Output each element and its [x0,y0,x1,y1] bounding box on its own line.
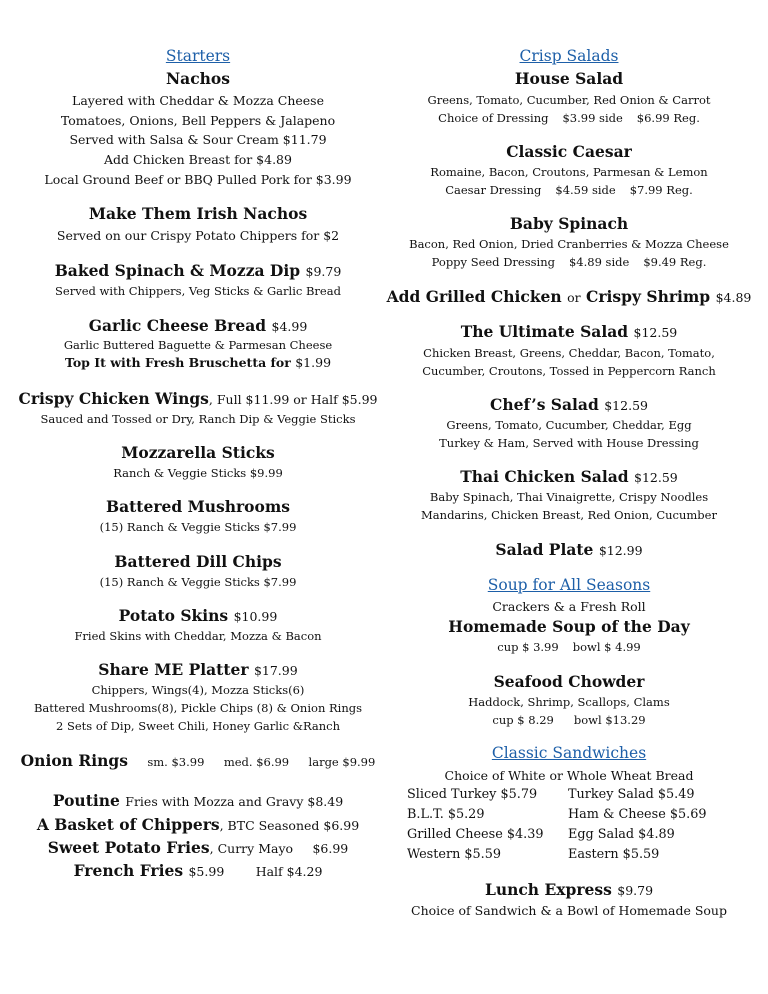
thai-salad-name: Thai Chicken Salad [460,467,629,486]
potato-skins-price: $10.99 [233,609,278,624]
lunch-express-desc: Choice of Sandwich & a Bowl of Homemade Soup [411,903,727,918]
chippers-item [0,815,396,834]
garlic-bread-price: $4.99 [271,319,308,334]
sandwich-item: Western $5.59 [407,847,502,862]
nachos-line: Served with Salsa & Sour Cream $11.79 [69,132,327,147]
sweet-fries-name: Sweet Potato Fries [47,838,210,857]
addon-chicken: Add Grilled Chicken [386,287,562,306]
soup-of-day-name: Homemade Soup of the Day [448,617,690,636]
nachos-name: Nachos [166,69,230,88]
chefs-salad-price: $12.59 [604,398,648,413]
spinach-dip-item [0,261,396,280]
chefs-salad-line: Turkey & Ham, Served with House Dressing [439,436,699,450]
soup-cup-price: cup $ 3.99 [497,640,559,654]
onion-rings-sm: sm. $3.99 [147,755,205,769]
sweet-fries-desc: , Curry Mayo [209,841,294,856]
nachos-line: Layered with Cheddar & Mozza Cheese [72,93,324,108]
house-dressing-label: Choice of Dressing [438,111,549,125]
dill-chips-name: Battered Dill Chips [114,552,282,571]
thai-salad-price: $12.59 [634,470,678,485]
soup-bowl-price: bowl $ 4.99 [572,640,641,654]
caesar-reg-price: $7.99 Reg. [629,183,693,197]
garlic-bread-item [0,316,396,335]
lunch-express-price: $9.79 [617,883,654,898]
addon-price: $4.89 [715,290,752,305]
sandwich-item: Eastern $5.59 [568,847,660,862]
mushrooms-desc: (15) Ranch & Veggie Sticks $7.99 [99,520,297,534]
lunch-express-item [370,880,768,899]
sandwich-item: Sliced Turkey $5.79 [407,787,538,802]
chippers-name: A Basket of Chippers [36,815,220,834]
garlic-bread-desc: Garlic Buttered Baguette & Parmesan Cheese [63,338,333,352]
onion-rings-name: Onion Rings [20,751,128,770]
ultimate-salad-line: Cucumber, Croutons, Tossed in Peppercorn Ranch [422,364,716,378]
baby-spinach-dressing [370,255,768,269]
sandwich-item: Egg Salad $4.89 [568,827,675,842]
chowder-name: Seafood Chowder [493,672,645,691]
platter-line: Chippers, Wings(4), Mozza Sticks(6) [91,683,305,697]
chowder-desc: Haddock, Shrimp, Scallops, Clams [468,695,670,709]
house-salad-name: House Salad [514,69,624,88]
ultimate-salad-name: The Ultimate Salad [460,322,629,341]
baby-spinach-name: Baby Spinach [509,214,629,233]
nachos-line: Local Ground Beef or BBQ Pulled Pork for $3.99 [44,172,352,187]
french-fries-price: $5.99 [188,864,225,879]
mozza-sticks-desc: Ranch & Veggie Sticks $9.99 [113,466,283,480]
salad-plate-item [370,540,768,559]
spinach-reg-price: $9.49 Reg. [643,255,707,269]
soup-of-day-prices [370,640,768,654]
sweet-fries-item [0,838,396,857]
ultimate-salad-item [370,322,768,341]
bruschetta-addon [0,355,396,370]
thai-salad-line: Mandarins, Chicken Breast, Red Onion, Cucumber [421,508,717,522]
spinach-dip-desc: Served with Chippers, Veg Sticks & Garlic Bread [55,284,341,298]
dill-chips-desc: (15) Ranch & Veggie Sticks $7.99 [99,575,297,589]
salad-plate-name: Salad Plate [495,540,594,559]
chippers-desc: , BTC Seasoned $6.99 [219,818,360,833]
soup-heading: Soup for All Seasons [487,576,651,594]
sandwich-item: Ham & Cheese $5.69 [568,807,707,822]
spinach-dip-price: $9.79 [305,264,342,279]
sandwich-item: B.L.T. $5.29 [407,807,485,822]
chefs-salad-line: Greens, Tomato, Cucumber, Cheddar, Egg [446,418,692,432]
onion-rings-med: med. $6.99 [223,755,290,769]
caesar-dressing [370,183,768,197]
mushrooms-name: Battered Mushrooms [106,497,290,516]
potato-skins-desc: Fried Skins with Cheddar, Mozza & Bacon [74,629,322,643]
salads-heading: Crisp Salads [519,47,619,65]
ultimate-salad-line: Chicken Breast, Greens, Cheddar, Bacon, Tomato, [423,346,715,360]
platter-price: $17.99 [253,663,298,678]
platter-line: 2 Sets of Dip, Sweet Chili, Honey Garlic &Ranch [56,719,340,733]
sandwich-item: Turkey Salad $5.49 [568,787,695,802]
sweet-fries-price: $6.99 [312,841,349,856]
french-fries-half: Half $4.29 [255,864,323,879]
irish-nachos-name: Make Them Irish Nachos [88,204,308,223]
salad-plate-price: $12.99 [598,543,643,558]
house-side-price: $3.99 side [562,111,623,125]
spinach-side-price: $4.89 side [568,255,630,269]
wings-desc: Sauced and Tossed or Dry, Ranch Dip & Veggie Sticks [40,412,356,426]
onion-rings-item [0,751,396,770]
house-salad-line: Greens, Tomato, Cucumber, Red Onion & Carrot [427,93,711,107]
spinach-dip-name: Baked Spinach & Mozza Dip [54,261,301,280]
wings-price: , Full $11.99 or Half $5.99 [208,392,378,407]
garlic-bread-name: Garlic Cheese Bread [88,316,267,335]
wings-item [0,389,396,408]
salad-addon [370,287,768,306]
platter-item [0,660,396,679]
addon-shrimp: Crispy Shrimp [586,287,711,306]
ultimate-salad-price: $12.59 [633,325,678,340]
onion-rings-large: large $9.99 [308,755,376,769]
caesar-dressing-label: Caesar Dressing [445,183,542,197]
house-reg-price: $6.99 Reg. [636,111,700,125]
potato-skins-name: Potato Skins [118,606,229,625]
thai-salad-line: Baby Spinach, Thai Vinaigrette, Crispy Noodles [429,490,709,504]
chowder-prices [370,713,768,727]
chefs-salad-item [370,395,768,414]
potato-skins-item [0,606,396,625]
poutine-desc: Fries with Mozza and Gravy $8.49 [125,794,344,809]
sandwiches-sub: Choice of White or Whole Wheat Bread [444,768,694,783]
addon-or: or [567,290,581,305]
caesar-side-price: $4.59 side [555,183,616,197]
nachos-line: Add Chicken Breast for $4.89 [104,152,292,167]
thai-salad-item [370,467,768,486]
baby-spinach-line: Bacon, Red Onion, Dried Cranberries & Mozza Cheese [409,237,729,251]
house-salad-dressing [370,111,768,125]
french-fries-name: French Fries [73,861,184,880]
sandwich-item: Grilled Cheese $4.39 [407,827,544,842]
lunch-express-name: Lunch Express [484,880,612,899]
french-fries-item [0,861,396,880]
chefs-salad-name: Chef’s Salad [490,395,599,414]
bruschetta-price: $1.99 [295,355,332,370]
mozza-sticks-name: Mozzarella Sticks [121,443,275,462]
sandwiches-heading: Classic Sandwiches [491,744,647,762]
poutine-name: Poutine [52,791,120,810]
caesar-line: Romaine, Bacon, Croutons, Parmesan & Lemon [430,165,708,179]
starters-heading: Starters [165,47,231,65]
wings-name: Crispy Chicken Wings [18,389,209,408]
poutine-item [0,791,396,810]
chowder-cup-price: cup $ 8.29 [492,713,554,727]
caesar-name: Classic Caesar [506,142,632,161]
irish-nachos-desc: Served on our Crispy Potato Chippers for $2 [56,228,340,243]
spinach-dressing-label: Poppy Seed Dressing [431,255,555,269]
platter-name: Share ME Platter [98,660,249,679]
bruschetta-label: Top It with Fresh Bruschetta for [64,355,291,370]
chowder-bowl-price: bowl $13.29 [573,713,646,727]
platter-line: Battered Mushrooms(8), Pickle Chips (8) & Onion Rings [33,701,363,715]
nachos-line: Tomatoes, Onions, Bell Peppers & Jalapeno [60,113,336,128]
soup-sub: Crackers & a Fresh Roll [492,599,646,614]
